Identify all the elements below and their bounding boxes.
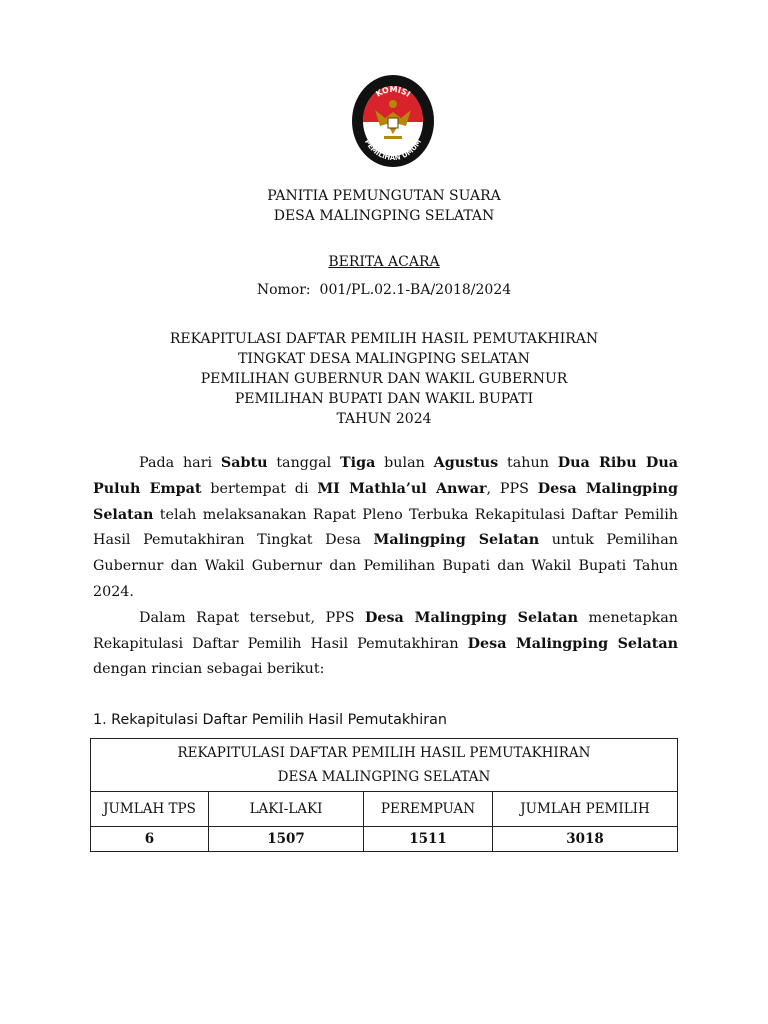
recap-table [90, 738, 678, 852]
number-label: Nomor: [256, 282, 311, 298]
p1-village-short: Malingping Selatan [373, 532, 540, 549]
number-value: 001/PL.02.1-BA/2018/2024 [319, 282, 512, 298]
p1-village: Desa Malingping Selatan [93, 480, 679, 523]
p2-text: menetapkan Rekapitulasi Daftar Pemilih Hasil Pemutakhiran [93, 609, 678, 652]
p2-text: dengan rincian sebagai berikut: [93, 661, 325, 678]
table-caption [91, 739, 678, 792]
p1-venue: MI Mathla’ul Anwar [317, 480, 487, 497]
document-number [0, 280, 768, 300]
header-male: LAKI-LAKI [209, 792, 364, 827]
paragraph-1 [93, 451, 678, 606]
value-tps: 6 [91, 827, 209, 852]
kpu-logo [351, 74, 435, 168]
subject-line-3: PEMILIHAN GUBERNUR DAN WAKIL GUBERNUR [200, 371, 568, 387]
body-text [93, 451, 678, 683]
header-line-1: PANITIA PEMUNGUTAN SUARA [267, 188, 501, 204]
list-item-1: 1. Rekapitulasi Daftar Pemilih Hasil Pemutakhiran [93, 712, 447, 728]
p1-text: tahun [498, 455, 558, 471]
subject-line-5: TAHUN 2024 [336, 411, 432, 427]
value-male: 1507 [209, 827, 364, 852]
subject-line-1: REKAPITULASI DAFTAR PEMILIH HASIL PEMUTAKHIRAN [169, 331, 599, 347]
header-line-2: DESA MALINGPING SELATAN [273, 208, 495, 224]
header-total: JUMLAH PEMILIH [493, 792, 678, 827]
p2-text: Dalam Rapat tersebut, PPS [139, 609, 365, 626]
p1-date: Tiga [340, 455, 376, 471]
header-female: PEREMPUAN [364, 792, 493, 827]
p2-village: Desa Malingping Selatan [467, 635, 678, 652]
p1-text: , PPS [486, 480, 538, 497]
p1-text: telah melaksanakan Rapat Pleno Terbuka Rekapitulasi Daftar Pemilih Hasil Pemutakhiran Tingkat Desa [93, 506, 678, 549]
table-row [91, 827, 678, 852]
p1-day: Sabtu [220, 455, 268, 471]
table-caption-line-2: DESA MALINGPING SELATAN [277, 769, 491, 785]
value-female: 1511 [364, 827, 493, 852]
p1-text: tanggal [267, 455, 340, 471]
logo-bottom-text: PEMILIHAN UMUM [363, 138, 424, 163]
p1-text: bertempat di [201, 480, 318, 497]
subject-block [0, 329, 768, 429]
subject-line-2: TINGKAT DESA MALINGPING SELATAN [238, 351, 530, 367]
p1-text: bulan [375, 455, 434, 471]
committee-header [0, 186, 768, 226]
table-caption-row [91, 739, 678, 792]
table-header-row [91, 792, 678, 827]
table-caption-line-1: REKAPITULASI DAFTAR PEMILIH HASIL PEMUTAKHIRAN [177, 745, 591, 761]
logo-top-text: KOMISI [374, 85, 412, 99]
document-title-block [0, 252, 768, 300]
paragraph-2 [93, 606, 678, 683]
document-title: BERITA ACARA [328, 254, 440, 270]
p1-text: Pada hari [139, 455, 221, 471]
p2-village: Desa Malingping Selatan [364, 609, 579, 626]
p1-year: Dua Ribu Dua Puluh Empat [93, 455, 678, 497]
value-total: 3018 [493, 827, 678, 852]
p1-month: Agustus [433, 455, 499, 471]
subject-line-4: PEMILIHAN BUPATI DAN WAKIL BUPATI [234, 391, 534, 407]
header-tps: JUMLAH TPS [91, 792, 209, 827]
p1-text: untuk Pemilihan Gubernur dan Wakil Gubernur dan Pemilihan Bupati dan Wakil Bupati Tahun 2024. [93, 532, 678, 600]
